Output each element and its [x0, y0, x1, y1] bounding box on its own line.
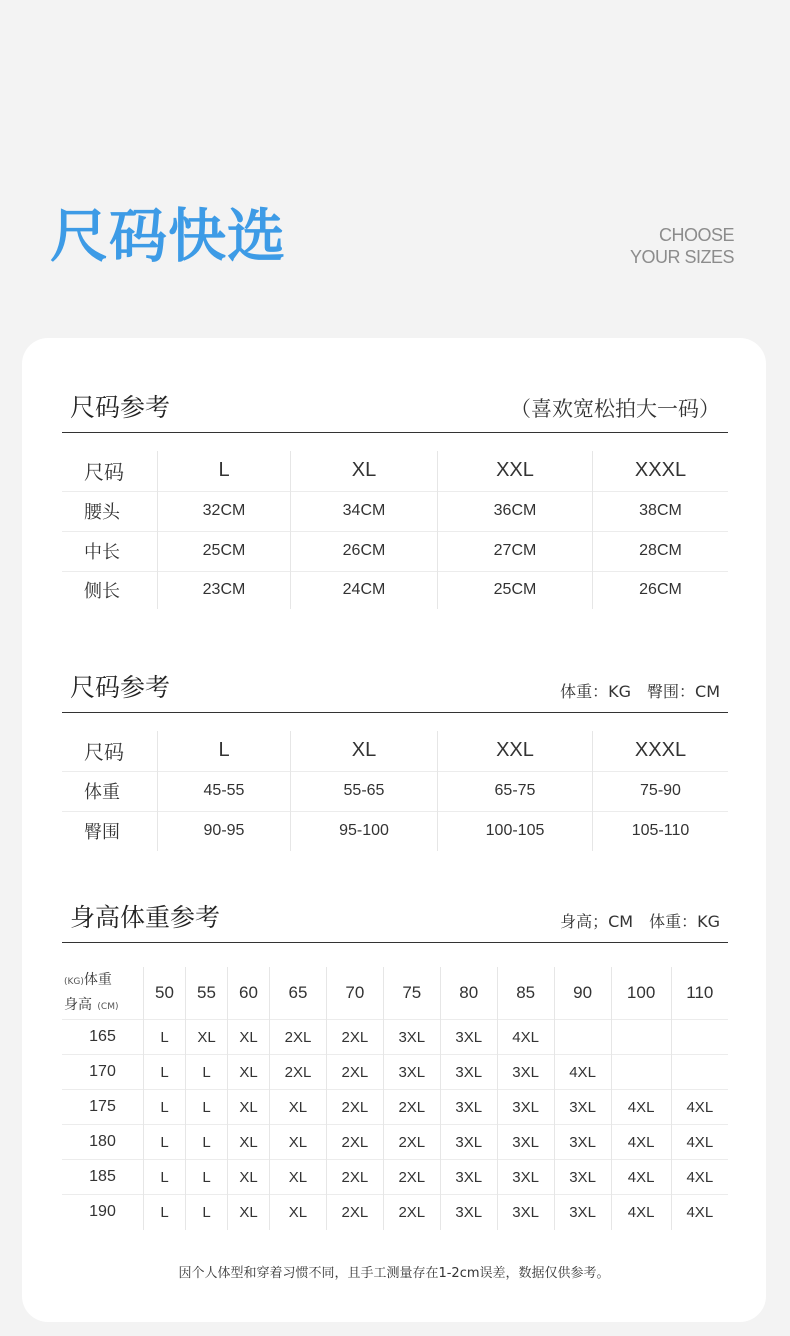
- size-cell: 4XL: [611, 1090, 671, 1125]
- section-header: [62, 668, 728, 713]
- weight-header-cell: 100: [611, 967, 671, 1020]
- size-cell: 3XL: [440, 1195, 497, 1230]
- size-cell: 2XL: [326, 1160, 383, 1195]
- height-cell: 185: [62, 1160, 144, 1195]
- size-cell: 3XL: [440, 1160, 497, 1195]
- height-unit: (CM): [97, 1002, 119, 1012]
- table-cell: XL: [291, 451, 438, 491]
- header-row: [62, 451, 728, 491]
- size-cell: XL: [228, 1090, 270, 1125]
- size-cell: XL: [270, 1090, 327, 1125]
- table-row: [62, 1055, 728, 1090]
- weight-header-cell: 85: [497, 967, 554, 1020]
- section-note: 体重：KG 臀围：CM: [560, 682, 720, 701]
- table-row: [62, 571, 728, 609]
- size-cell: 2XL: [326, 1090, 383, 1125]
- table-cell: 25CM: [158, 531, 291, 571]
- size-cell: 4XL: [497, 1020, 554, 1055]
- size-cell: L: [186, 1090, 228, 1125]
- size-cell: 4XL: [671, 1125, 728, 1160]
- size-cell: L: [144, 1125, 186, 1160]
- weight-header-cell: 60: [228, 967, 270, 1020]
- table-row: [62, 1090, 728, 1125]
- hero-title: 尺码快选: [50, 202, 287, 270]
- table-row: [62, 1160, 728, 1195]
- size-cell: 4XL: [671, 1195, 728, 1230]
- weight-hip-section: [62, 668, 728, 851]
- size-reference-section: [62, 388, 728, 609]
- height-weight-table: [62, 967, 728, 1230]
- size-cell: L: [144, 1160, 186, 1195]
- height-cell: 165: [62, 1020, 144, 1055]
- weight-header-cell: 90: [554, 967, 611, 1020]
- height-cell: 175: [62, 1090, 144, 1125]
- size-cell: L: [186, 1195, 228, 1230]
- size-cell: L: [186, 1160, 228, 1195]
- size-cell: 4XL: [611, 1160, 671, 1195]
- hero-subtitle-line1: CHOOSE: [658, 225, 734, 245]
- table-row: [62, 1195, 728, 1230]
- size-cell: [611, 1020, 671, 1055]
- weight-header-cell: 55: [186, 967, 228, 1020]
- size-cell: 3XL: [554, 1160, 611, 1195]
- height-label: 身高: [64, 997, 92, 1013]
- size-cell: L: [144, 1195, 186, 1230]
- corner-cell: [62, 967, 144, 1020]
- size-cell: L: [144, 1055, 186, 1090]
- row-label: 中长: [62, 531, 158, 571]
- section-note: 身高；CM 体重：KG: [560, 912, 720, 931]
- weight-label: 体重: [83, 972, 112, 988]
- header-row: [62, 967, 728, 1020]
- size-cell: 3XL: [440, 1020, 497, 1055]
- table-cell: XXXL: [593, 451, 729, 491]
- weight-header-cell: 110: [671, 967, 728, 1020]
- size-cell: [671, 1020, 728, 1055]
- table-cell: 55-65: [291, 771, 438, 811]
- table-cell: 90-95: [158, 811, 291, 851]
- size-table: [62, 451, 728, 609]
- size-cell: 4XL: [611, 1195, 671, 1230]
- size-cell: 3XL: [554, 1195, 611, 1230]
- table-cell: 24CM: [291, 571, 438, 609]
- table-cell: 45-55: [158, 771, 291, 811]
- size-cell: 3XL: [440, 1055, 497, 1090]
- size-cell: 3XL: [383, 1020, 440, 1055]
- corner-height-label: [64, 993, 142, 1018]
- size-cell: XL: [228, 1055, 270, 1090]
- size-cell: XL: [228, 1125, 270, 1160]
- size-cell: [671, 1055, 728, 1090]
- weight-header-cell: 65: [270, 967, 327, 1020]
- weight-header-cell: 50: [144, 967, 186, 1020]
- table-cell: XXL: [438, 731, 593, 771]
- weight-hip-table: [62, 731, 728, 851]
- size-cell: XL: [228, 1160, 270, 1195]
- size-cell: 2XL: [383, 1125, 440, 1160]
- table-cell: 27CM: [438, 531, 593, 571]
- size-cell: 2XL: [326, 1055, 383, 1090]
- section-header: [62, 388, 728, 433]
- size-cell: XL: [228, 1195, 270, 1230]
- table-cell: 32CM: [158, 491, 291, 531]
- table-row: [62, 491, 728, 531]
- table-cell: L: [158, 451, 291, 491]
- weight-header-cell: 70: [326, 967, 383, 1020]
- size-cell: L: [186, 1125, 228, 1160]
- size-cell: 3XL: [554, 1125, 611, 1160]
- size-cell: 3XL: [497, 1160, 554, 1195]
- size-cell: 4XL: [671, 1160, 728, 1195]
- table-cell: 34CM: [291, 491, 438, 531]
- size-cell: 3XL: [497, 1090, 554, 1125]
- row-label: 侧长: [62, 571, 158, 609]
- table-cell: 25CM: [438, 571, 593, 609]
- weight-header-cell: 75: [383, 967, 440, 1020]
- section-title: 尺码参考: [70, 673, 171, 702]
- size-cell: 3XL: [554, 1090, 611, 1125]
- weight-unit: (KG): [64, 977, 84, 987]
- table-cell: 100-105: [438, 811, 593, 851]
- size-cell: L: [186, 1055, 228, 1090]
- height-cell: 170: [62, 1055, 144, 1090]
- row-label: 尺码: [84, 460, 124, 485]
- size-cell: 3XL: [440, 1125, 497, 1160]
- table-row: [62, 811, 728, 851]
- size-cell: 2XL: [326, 1125, 383, 1160]
- size-cell: L: [144, 1020, 186, 1055]
- table-cell: 26CM: [291, 531, 438, 571]
- table-cell: 105-110: [593, 811, 729, 851]
- table-cell: 65-75: [438, 771, 593, 811]
- table-cell: XXXL: [593, 731, 729, 771]
- size-cell: 3XL: [497, 1125, 554, 1160]
- table-cell: 38CM: [593, 491, 729, 531]
- table-cell: 23CM: [158, 571, 291, 609]
- row-label: 腰头: [62, 491, 158, 531]
- height-weight-section: [62, 898, 728, 1230]
- row-label: 尺码: [84, 740, 124, 765]
- hero-subtitle: [630, 224, 734, 268]
- table-cell: 28CM: [593, 531, 729, 571]
- table-cell: 95-100: [291, 811, 438, 851]
- size-cell: 2XL: [270, 1020, 327, 1055]
- section-title: 尺码参考: [70, 393, 171, 422]
- section-note: （喜欢宽松拍大一码）: [510, 397, 720, 421]
- table-cell: L: [158, 731, 291, 771]
- height-cell: 190: [62, 1195, 144, 1230]
- size-cell: 3XL: [497, 1195, 554, 1230]
- size-cell: [611, 1055, 671, 1090]
- section-header: [62, 898, 728, 943]
- table-row: [62, 531, 728, 571]
- row-label: 臀围: [62, 811, 158, 851]
- size-cell: XL: [270, 1160, 327, 1195]
- height-cell: 180: [62, 1125, 144, 1160]
- table-row: [62, 771, 728, 811]
- table-row: [62, 1125, 728, 1160]
- size-cell: XL: [270, 1125, 327, 1160]
- size-cell: 4XL: [554, 1055, 611, 1090]
- size-cell: [554, 1020, 611, 1055]
- header-row: [62, 731, 728, 771]
- size-cell: 4XL: [671, 1090, 728, 1125]
- section-title: 身高体重参考: [70, 903, 221, 932]
- size-cell: XL: [186, 1020, 228, 1055]
- size-cell: 3XL: [383, 1055, 440, 1090]
- size-cell: 4XL: [611, 1125, 671, 1160]
- size-cell: XL: [228, 1020, 270, 1055]
- row-label: 体重: [62, 771, 158, 811]
- table-cell: XXL: [438, 451, 593, 491]
- size-cell: 2XL: [383, 1195, 440, 1230]
- table-cell: XL: [291, 731, 438, 771]
- size-card: [22, 338, 766, 1322]
- size-cell: XL: [270, 1195, 327, 1230]
- table-row: [62, 1020, 728, 1055]
- weight-header-cell: 80: [440, 967, 497, 1020]
- footnote: 因个人体型和穿着习惯不同，且手工测量存在1-2cm误差，数据仅供参考。: [178, 1266, 610, 1281]
- size-cell: L: [144, 1090, 186, 1125]
- size-cell: 2XL: [270, 1055, 327, 1090]
- size-cell: 2XL: [383, 1090, 440, 1125]
- size-cell: 2XL: [326, 1195, 383, 1230]
- corner-weight-label: [64, 968, 142, 993]
- size-cell: 3XL: [440, 1090, 497, 1125]
- size-cell: 2XL: [326, 1020, 383, 1055]
- hero-subtitle-line2: YOUR SIZES: [629, 247, 734, 267]
- size-cell: 3XL: [497, 1055, 554, 1090]
- size-cell: 2XL: [383, 1160, 440, 1195]
- table-cell: 26CM: [593, 571, 729, 609]
- table-cell: 75-90: [593, 771, 729, 811]
- table-cell: 36CM: [438, 491, 593, 531]
